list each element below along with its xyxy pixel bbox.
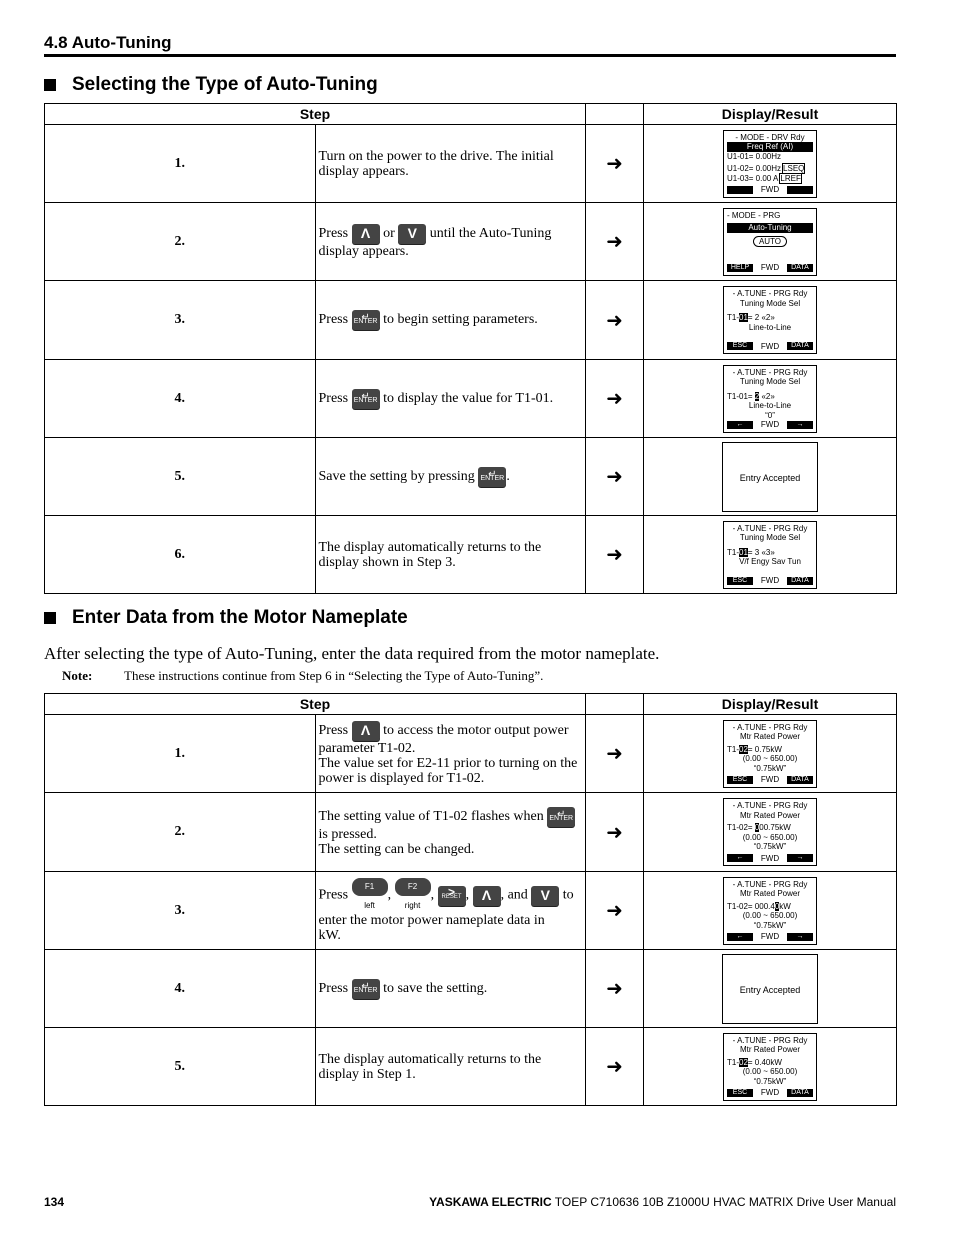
section1-table xyxy=(44,103,897,594)
arrow-right-icon: ➜ xyxy=(586,281,644,360)
up-arrow-key-icon xyxy=(352,721,380,741)
col-result: Display/Result xyxy=(644,694,897,715)
up-arrow-key-icon xyxy=(352,224,380,244)
header-rule xyxy=(44,54,896,57)
table-row xyxy=(45,438,897,516)
step-text: Press Λ to access the motor output power parameter T1-02. The value set for E2-11 prior to turning on the power is displayed for T1-02. xyxy=(315,715,586,793)
lcd-display: - A.TUNE - PRG Rdy Tuning Mode Sel T1-01= 3 «3» V/f Engy Sav Tun ESC FWD DATA xyxy=(723,521,817,589)
lcd-display: - MODE - DRV Rdy Freq Ref (AI) U1-01= 0.00Hz U1-02= 0.00Hz LSEQ U1-03= 0.00 A LREF FWD xyxy=(723,130,817,198)
arrow-right-icon: ➜ xyxy=(586,872,644,950)
entry-accepted-display: Entry Accepted xyxy=(722,442,818,512)
arrow-right-icon: ➜ xyxy=(586,793,644,872)
col-step: Step xyxy=(45,694,586,715)
step-text: Press ↵ ENTER to save the setting. xyxy=(315,950,586,1028)
arrow-right-icon: ➜ xyxy=(586,438,644,516)
step-text: The display automatically returns to the display shown in Step 3. xyxy=(315,516,586,594)
step-text: Press F1 left , F2 right , > RESET , Λ , and V to enter the motor power nameplate data in kW. xyxy=(315,872,586,950)
step-text: Press ↵ ENTER to display the value for T1-01. xyxy=(315,360,586,438)
col-step: Step xyxy=(45,104,586,125)
bullet-square-icon xyxy=(44,612,56,624)
enter-key-icon: ↵ ENTER xyxy=(547,807,575,827)
table-row xyxy=(45,872,897,950)
page-number: 134 xyxy=(44,1195,65,1209)
table-header-row xyxy=(45,104,897,125)
enter-key-icon: ↵ ENTER xyxy=(352,979,380,999)
table-header-row xyxy=(45,694,897,715)
col-result: Display/Result xyxy=(644,104,897,125)
step-number: 6. xyxy=(45,516,316,594)
step-number: 1. xyxy=(45,715,316,793)
f2-key-icon: F2 right xyxy=(395,878,431,913)
step-text: Press Λ or V until the Auto-Tuning display appears. xyxy=(315,203,586,281)
entry-accepted-display: Entry Accepted xyxy=(722,954,818,1024)
note: Note: These instructions continue from Step 6 in “Selecting the Type of Auto-Tuning”. xyxy=(62,668,544,683)
step-text: The display automatically returns to the display in Step 1. xyxy=(315,1028,586,1106)
arrow-right-icon: ➜ xyxy=(586,950,644,1028)
reset-key-icon: > RESET xyxy=(438,886,466,906)
step-number: 5. xyxy=(45,438,316,516)
intro-paragraph: After selecting the type of Auto-Tuning, enter the data required from the motor nameplate. xyxy=(44,644,660,663)
f1-key-icon: F1 left xyxy=(352,878,388,913)
step-text: Turn on the power to the drive. The initial display appears. xyxy=(315,125,586,203)
step-number: 3. xyxy=(45,872,316,950)
arrow-right-icon: ➜ xyxy=(586,203,644,281)
arrow-right-icon: ➜ xyxy=(586,125,644,203)
enter-key-icon: ↵ ENTER xyxy=(352,310,380,330)
down-arrow-key-icon xyxy=(531,886,559,906)
table-row xyxy=(45,281,897,360)
section1-title: Selecting the Type of Auto-Tuning xyxy=(72,74,378,95)
lcd-display: - A.TUNE - PRG Rdy Mtr Rated Power T1-02= 0.75kW (0.00 ~ 650.00) “0.75kW” ESC FWD DATA xyxy=(723,720,817,788)
step-number: 1. xyxy=(45,125,316,203)
step-number: 4. xyxy=(45,360,316,438)
section2-table xyxy=(44,693,897,1106)
lcd-display: - A.TUNE - PRG Rdy Mtr Rated Power T1-02= 000.75kW (0.00 ~ 650.00) “0.75kW” ← FWD → xyxy=(723,798,817,866)
table-row xyxy=(45,1028,897,1106)
step-number: 2. xyxy=(45,203,316,281)
table-row xyxy=(45,715,897,793)
arrow-right-icon: ➜ xyxy=(586,1028,644,1106)
section1-heading xyxy=(44,74,378,96)
step-number: 5. xyxy=(45,1028,316,1106)
arrow-right-icon: ➜ xyxy=(586,360,644,438)
enter-key-icon: ↵ ENTER xyxy=(352,389,380,409)
footer-doc: YASKAWA ELECTRIC TOEP C710636 10B Z1000U HVAC MATRIX Drive User Manual xyxy=(429,1195,896,1209)
step-text: The setting value of T1-02 flashes when ↵ ENTER is pressed. The setting can be changed. xyxy=(315,793,586,872)
table-row xyxy=(45,793,897,872)
lcd-display: - MODE - PRG Auto-Tuning AUTO HELP FWD DATA xyxy=(723,208,817,276)
step-text: Save the setting by pressing ↵ ENTER . xyxy=(315,438,586,516)
step-text: Press ↵ ENTER to begin setting parameters. xyxy=(315,281,586,360)
arrow-right-icon: ➜ xyxy=(586,516,644,594)
table-row xyxy=(45,125,897,203)
auto-indicator: AUTO xyxy=(753,236,787,247)
page-footer xyxy=(44,1195,896,1209)
bullet-square-icon xyxy=(44,79,56,91)
lcd-display: - A.TUNE - PRG Rdy Tuning Mode Sel T1-01= 2 «2» Line-to-Line ESC FWD DATA xyxy=(723,286,817,354)
step-number: 2. xyxy=(45,793,316,872)
section2-title: Enter Data from the Motor Nameplate xyxy=(72,607,408,628)
arrow-right-icon: ➜ xyxy=(586,715,644,793)
table-row xyxy=(45,950,897,1028)
down-arrow-key-icon xyxy=(398,224,426,244)
section-header: 4.8 Auto-Tuning xyxy=(44,33,172,52)
table-row xyxy=(45,360,897,438)
lcd-display: - A.TUNE - PRG Rdy Tuning Mode Sel T1-01= 2 «2» Line-to-Line “0” ← FWD → xyxy=(723,365,817,433)
lcd-display: - A.TUNE - PRG Rdy Mtr Rated Power T1-02= 0.40kW (0.00 ~ 650.00) “0.75kW” ESC FWD DATA xyxy=(723,1033,817,1101)
table-row xyxy=(45,516,897,594)
section2-heading xyxy=(44,607,408,629)
lcd-display: - A.TUNE - PRG Rdy Mtr Rated Power T1-02= 000.40kW (0.00 ~ 650.00) “0.75kW” ← FWD → xyxy=(723,877,817,945)
table-row xyxy=(45,203,897,281)
up-arrow-key-icon xyxy=(473,886,501,906)
enter-key-icon: ↵ ENTER xyxy=(478,467,506,487)
step-number: 3. xyxy=(45,281,316,360)
step-number: 4. xyxy=(45,950,316,1028)
